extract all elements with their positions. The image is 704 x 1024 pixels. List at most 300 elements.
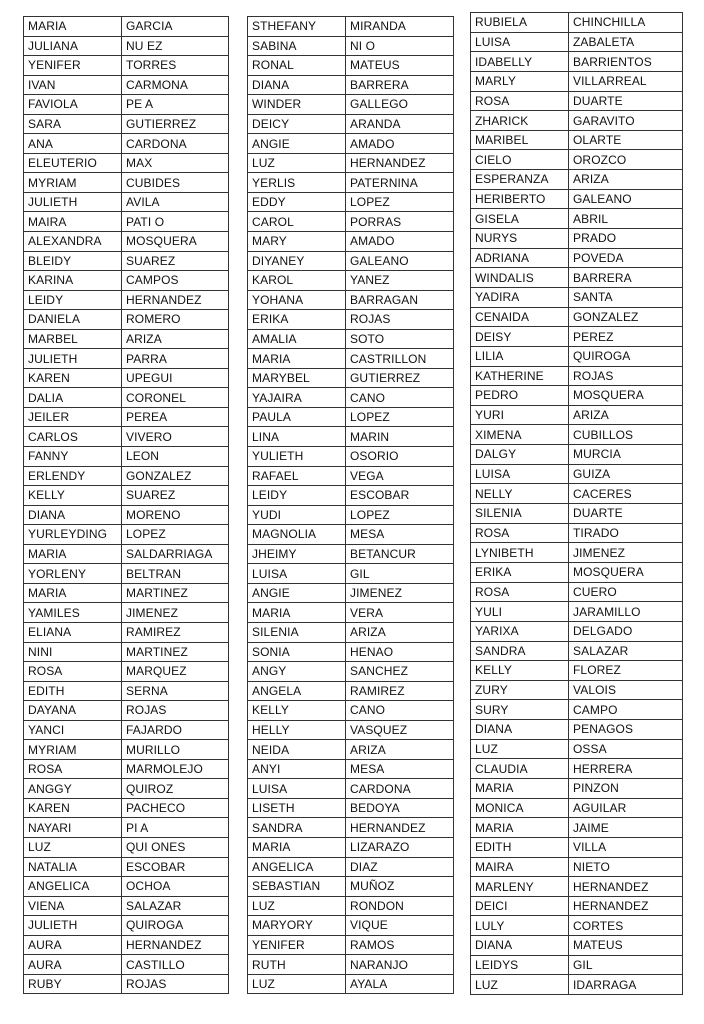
table-row [24,486,229,506]
last-name-cell: CUBIDES [122,173,229,193]
first-name-cell: CARLOS [24,427,122,447]
last-name-cell: SUAREZ [122,251,229,271]
first-name-cell: ESPERANZA [471,170,569,190]
table-row [471,268,683,288]
table-row [24,192,229,212]
table-row [24,818,229,838]
first-name-cell: JULIETH [24,192,122,212]
last-name-cell: VILLA [569,837,683,857]
last-name-cell: FLOREZ [569,661,683,681]
last-name-cell: JAIME [569,818,683,838]
table-row [24,877,229,897]
first-name-cell: DIYANEY [248,251,346,271]
last-name-cell: HENAO [346,642,454,662]
last-name-cell: ARIZA [346,740,454,760]
first-name-cell: ZHARICK [471,111,569,131]
last-name-cell: LOPEZ [346,407,454,427]
table-row [471,975,683,995]
first-name-cell: YAMILES [24,603,122,623]
first-name-cell: LUISA [471,32,569,52]
last-name-cell: BARRAGAN [346,290,454,310]
first-name-cell: EDITH [471,837,569,857]
first-name-cell: DAYANA [24,701,122,721]
last-name-cell: SOTO [346,329,454,349]
table-row [24,388,229,408]
table-row [471,661,683,681]
last-name-cell: LOPEZ [346,505,454,525]
first-name-cell: EDDY [248,192,346,212]
table-row [24,662,229,682]
first-name-cell: ANGIE [248,583,346,603]
table-row [248,56,454,76]
last-name-cell: ARIZA [569,405,683,425]
first-name-cell: MARYORY [248,916,346,936]
table-row [471,759,683,779]
table-row [471,71,683,91]
first-name-cell: MARIA [471,778,569,798]
names-table-body [471,13,683,995]
last-name-cell: CARDONA [346,779,454,799]
table-row [248,857,454,877]
first-name-cell: YADIRA [471,287,569,307]
last-name-cell: PINZON [569,778,683,798]
first-name-cell: XIMENA [471,425,569,445]
first-name-cell: LEIDYS [471,955,569,975]
last-name-cell: AVILA [122,192,229,212]
last-name-cell: ROMERO [122,310,229,330]
first-name-cell: PAULA [248,407,346,427]
table-row [471,916,683,936]
first-name-cell: ANGELICA [24,877,122,897]
table-row [248,173,454,193]
first-name-cell: CENAIDA [471,307,569,327]
table-row [471,621,683,641]
first-name-cell: RUTH [248,955,346,975]
first-name-cell: YAJAIRA [248,388,346,408]
first-name-cell: KELLY [24,486,122,506]
first-name-cell: CLAUDIA [471,759,569,779]
table-row [248,407,454,427]
table-row [471,955,683,975]
first-name-cell: ANGELA [248,681,346,701]
first-name-cell: IDABELLY [471,52,569,72]
last-name-cell: OLARTE [569,130,683,150]
table-row [24,544,229,564]
last-name-cell: LOPEZ [346,192,454,212]
table-row [248,349,454,369]
first-name-cell: HERIBERTO [471,189,569,209]
table-row [471,739,683,759]
last-name-cell: BARRERA [346,75,454,95]
table-row [24,759,229,779]
table-row [248,310,454,330]
last-name-cell: BARRIENTOS [569,52,683,72]
first-name-cell: MARLY [471,71,569,91]
table-row [24,232,229,252]
table-row [248,837,454,857]
table-row [248,486,454,506]
table-row [248,622,454,642]
last-name-cell: IDARRAGA [569,975,683,995]
first-name-cell: MARIA [24,544,122,564]
first-name-cell: KAREN [24,368,122,388]
first-name-cell: ROSA [471,91,569,111]
last-name-cell: CANO [346,701,454,721]
first-name-cell: NATALIA [24,857,122,877]
last-name-cell: JIMENEZ [346,583,454,603]
table-row [248,544,454,564]
first-name-cell: AURA [24,935,122,955]
first-name-cell: JULIETH [24,349,122,369]
table-row [471,130,683,150]
first-name-cell: MARIA [24,583,122,603]
table-row [24,36,229,56]
first-name-cell: SEBASTIAN [248,877,346,897]
last-name-cell: ESCOBAR [122,857,229,877]
last-name-cell: PATI O [122,212,229,232]
last-name-cell: ROJAS [122,701,229,721]
last-name-cell: GALLEGO [346,95,454,115]
last-name-cell: CORONEL [122,388,229,408]
table-row [24,857,229,877]
table-row [248,877,454,897]
table-row [248,153,454,173]
last-name-cell: AMADO [346,232,454,252]
first-name-cell: YORLENY [24,564,122,584]
table-row [24,114,229,134]
first-name-cell: SARA [24,114,122,134]
last-name-cell: GARAVITO [569,111,683,131]
last-name-cell: CORTES [569,916,683,936]
last-name-cell: QUIROGA [122,916,229,936]
first-name-cell: MARIA [24,17,122,37]
last-name-cell: BARRERA [569,268,683,288]
table-row [471,386,683,406]
last-name-cell: MARIN [346,427,454,447]
last-name-cell: MORENO [122,505,229,525]
last-name-cell: CARDONA [122,134,229,154]
table-row [248,955,454,975]
table-row [471,896,683,916]
table-row [471,445,683,465]
table-row [471,111,683,131]
last-name-cell: CANO [346,388,454,408]
last-name-cell: MESA [346,525,454,545]
table-row [471,307,683,327]
last-name-cell: HERNANDEZ [569,877,683,897]
first-name-cell: YULI [471,602,569,622]
first-name-cell: SANDRA [248,818,346,838]
first-name-cell: MARLENY [471,877,569,897]
first-name-cell: RUBIELA [471,13,569,33]
table-row [24,798,229,818]
table-row [248,701,454,721]
first-name-cell: HELLY [248,720,346,740]
first-name-cell: DANIELA [24,310,122,330]
first-name-cell: GISELA [471,209,569,229]
first-name-cell: LISETH [248,798,346,818]
last-name-cell: MATEUS [569,936,683,956]
table-row [24,603,229,623]
first-name-cell: CAROL [248,212,346,232]
table-row [248,368,454,388]
table-row [248,525,454,545]
last-name-cell: PATERNINA [346,173,454,193]
last-name-cell: GUTIERREZ [122,114,229,134]
first-name-cell: KARINA [24,271,122,291]
first-name-cell: YENIFER [248,935,346,955]
first-name-cell: YURLEYDING [24,525,122,545]
last-name-cell: NARANJO [346,955,454,975]
last-name-cell: NIETO [569,857,683,877]
table-row [471,229,683,249]
table-row [471,425,683,445]
last-name-cell: HERRERA [569,759,683,779]
table-row [24,17,229,37]
table-row [471,837,683,857]
table-row [24,896,229,916]
first-name-cell: FAVIOLA [24,95,122,115]
table-row [248,759,454,779]
last-name-cell: ZABALETA [569,32,683,52]
table-row [471,464,683,484]
first-name-cell: RONAL [248,56,346,76]
table-row [24,955,229,975]
table-row [248,662,454,682]
first-name-cell: AMALIA [248,329,346,349]
first-name-cell: YUDI [248,505,346,525]
first-name-cell: JEILER [24,407,122,427]
table-row [248,75,454,95]
first-name-cell: RUBY [24,974,122,994]
last-name-cell: ARIZA [122,329,229,349]
first-name-cell: NAYARI [24,818,122,838]
table-row [24,310,229,330]
last-name-cell: PENAGOS [569,720,683,740]
table-row [24,75,229,95]
first-name-cell: LUZ [248,896,346,916]
table-row [24,407,229,427]
first-name-cell: JHEIMY [248,544,346,564]
first-name-cell: LEIDY [248,486,346,506]
table-row [248,935,454,955]
last-name-cell: ARANDA [346,114,454,134]
table-row [248,603,454,623]
table-row [248,271,454,291]
table-row [248,251,454,271]
first-name-cell: ANGY [248,662,346,682]
last-name-cell: RAMIREZ [346,681,454,701]
last-name-cell: MURCIA [569,445,683,465]
last-name-cell: ARIZA [569,170,683,190]
last-name-cell: VILLARREAL [569,71,683,91]
last-name-cell: RAMIREZ [122,622,229,642]
table-row [471,798,683,818]
last-name-cell: MOSQUERA [569,562,683,582]
first-name-cell: DALIA [24,388,122,408]
table-row [471,209,683,229]
last-name-cell: PI A [122,818,229,838]
table-row [248,974,454,994]
table-row [248,212,454,232]
table-row [471,346,683,366]
last-name-cell: CASTILLO [122,955,229,975]
last-name-cell: GIL [569,955,683,975]
last-name-cell: OCHOA [122,877,229,897]
first-name-cell: NINI [24,642,122,662]
first-name-cell: DIANA [24,505,122,525]
last-name-cell: CUBILLOS [569,425,683,445]
table-row [24,427,229,447]
first-name-cell: ERIKA [471,562,569,582]
table-row [24,271,229,291]
last-name-cell: BELTRAN [122,564,229,584]
last-name-cell: ABRIL [569,209,683,229]
last-name-cell: LIZARAZO [346,837,454,857]
table-row [471,602,683,622]
table-row [471,857,683,877]
first-name-cell: MARBEL [24,329,122,349]
first-name-cell: CIELO [471,150,569,170]
table-row [471,700,683,720]
last-name-cell: PEREZ [569,327,683,347]
last-name-cell: AGUILAR [569,798,683,818]
table-row [24,251,229,271]
table-row [248,896,454,916]
table-row [24,466,229,486]
table-row [24,505,229,525]
table-row [248,36,454,56]
table-row [471,543,683,563]
first-name-cell: MAIRA [471,857,569,877]
last-name-cell: JIMENEZ [122,603,229,623]
first-name-cell: ELIANA [24,622,122,642]
last-name-cell: CUERO [569,582,683,602]
last-name-cell: VALOIS [569,680,683,700]
table-row [24,212,229,232]
first-name-cell: LUZ [248,153,346,173]
first-name-cell: KAROL [248,271,346,291]
last-name-cell: TORRES [122,56,229,76]
first-name-cell: ANGGY [24,779,122,799]
table-row [24,564,229,584]
last-name-cell: ARIZA [346,622,454,642]
last-name-cell: DUARTE [569,504,683,524]
last-name-cell: FAJARDO [122,720,229,740]
table-row [471,504,683,524]
last-name-cell: SALAZAR [122,896,229,916]
first-name-cell: MYRIAM [24,173,122,193]
table-row [24,447,229,467]
first-name-cell: ERIKA [248,310,346,330]
last-name-cell: SALAZAR [569,641,683,661]
last-name-cell: GUIZA [569,464,683,484]
last-name-cell: MARTINEZ [122,583,229,603]
table-row [24,974,229,994]
last-name-cell: GIL [346,564,454,584]
first-name-cell: JULIETH [24,916,122,936]
first-name-cell: KATHERINE [471,366,569,386]
table-row [471,170,683,190]
last-name-cell: DIAZ [346,857,454,877]
table-row [24,95,229,115]
last-name-cell: CHINCHILLA [569,13,683,33]
table-row [24,583,229,603]
table-row [248,447,454,467]
table-row [248,192,454,212]
first-name-cell: SURY [471,700,569,720]
first-name-cell: ROSA [24,662,122,682]
table-row [471,778,683,798]
table-row [24,153,229,173]
table-row [471,582,683,602]
first-name-cell: ANGIE [248,134,346,154]
table-row [248,564,454,584]
names-table-body [248,17,454,994]
last-name-cell: HERNANDEZ [346,153,454,173]
last-name-cell: CAMPO [569,700,683,720]
table-row [248,95,454,115]
table-row [248,740,454,760]
last-name-cell: GALEANO [346,251,454,271]
last-name-cell: SANCHEZ [346,662,454,682]
last-name-cell: VEGA [346,466,454,486]
first-name-cell: MARIA [248,349,346,369]
first-name-cell: DIANA [471,936,569,956]
last-name-cell: MAX [122,153,229,173]
first-name-cell: YARIXA [471,621,569,641]
table-row [24,681,229,701]
first-name-cell: YENIFER [24,56,122,76]
last-name-cell: CAMPOS [122,271,229,291]
first-name-cell: SANDRA [471,641,569,661]
first-name-cell: DIANA [471,720,569,740]
first-name-cell: MAIRA [24,212,122,232]
first-name-cell: ANYI [248,759,346,779]
last-name-cell: JARAMILLO [569,602,683,622]
table-row [471,248,683,268]
first-name-cell: ROSA [471,523,569,543]
last-name-cell: VERA [346,603,454,623]
first-name-cell: SABINA [248,36,346,56]
table-row [471,366,683,386]
first-name-cell: MARIBEL [471,130,569,150]
last-name-cell: GUTIERREZ [346,368,454,388]
names-table-3 [470,12,683,995]
first-name-cell: MAGNOLIA [248,525,346,545]
first-name-cell: PEDRO [471,386,569,406]
last-name-cell: OROZCO [569,150,683,170]
last-name-cell: MATEUS [346,56,454,76]
first-name-cell: YANCI [24,720,122,740]
last-name-cell: BEDOYA [346,798,454,818]
first-name-cell: LYNIBETH [471,543,569,563]
last-name-cell: PARRA [122,349,229,369]
first-name-cell: VIENA [24,896,122,916]
first-name-cell: IVAN [24,75,122,95]
last-name-cell: VASQUEZ [346,720,454,740]
last-name-cell: GONZALEZ [122,466,229,486]
last-name-cell: ROJAS [122,974,229,994]
table-row [24,290,229,310]
last-name-cell: PE A [122,95,229,115]
first-name-cell: MARIA [248,603,346,623]
first-name-cell: ANA [24,134,122,154]
first-name-cell: KELLY [471,661,569,681]
table-row [471,91,683,111]
last-name-cell: LEON [122,447,229,467]
table-row [248,427,454,447]
